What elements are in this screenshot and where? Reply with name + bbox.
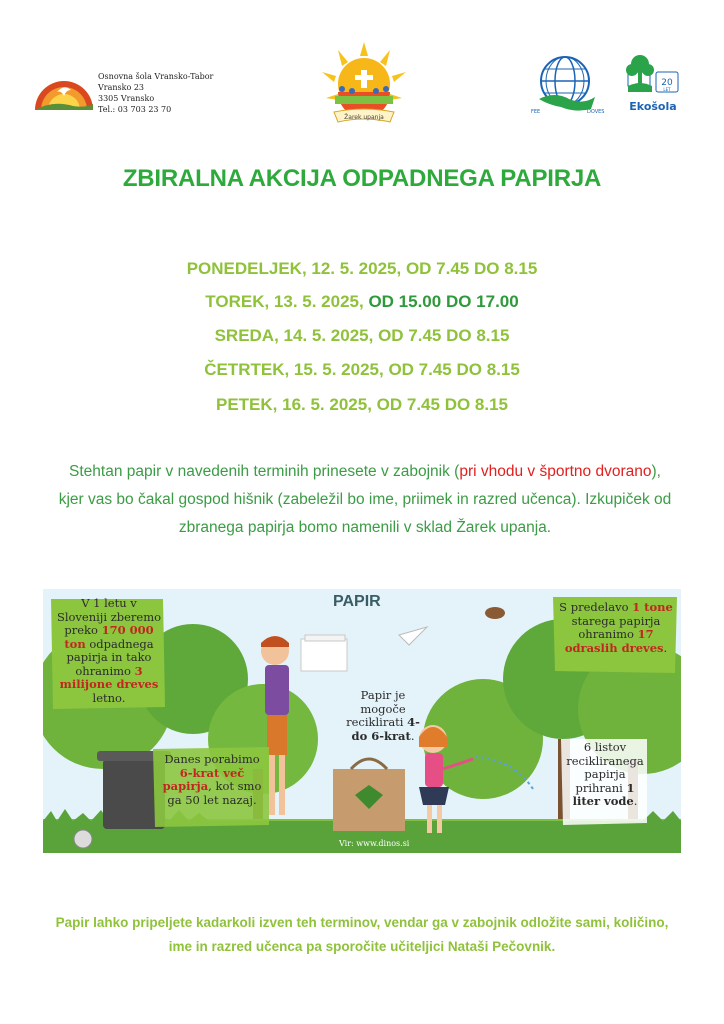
schedule-row-friday bbox=[0, 395, 724, 415]
fact-box-trees bbox=[555, 601, 677, 655]
schedule-time: OD 7.45 DO 8.15 bbox=[378, 326, 510, 345]
fact-highlight: 1 tone bbox=[632, 600, 673, 614]
fact-text: V 1 letu v Sloveniji zberemo preko bbox=[56, 596, 162, 637]
infographic-credit: Vir: www.dinos.si bbox=[339, 839, 410, 848]
school-address bbox=[98, 71, 213, 115]
footer-note: Papir lahko pripeljete kadarkoli izven teh terminov, vendar ga v zabojnik odložite sami, količino, ime in razred učenca pa sporočite učiteljici Nataši Pečovnik. bbox=[55, 915, 669, 954]
eko-logo-years: 20 bbox=[661, 78, 673, 88]
fact-text: Danes porabimo bbox=[164, 752, 260, 766]
schedule-time: OD 7.45 DO 8.15 bbox=[388, 360, 520, 379]
eko-logo-years-sub: LET bbox=[663, 87, 671, 92]
schedule-time: OD 7.45 DO 8.15 bbox=[405, 259, 538, 278]
fact-text: . bbox=[663, 640, 668, 655]
school-name: Osnovna šola Vransko-Tabor bbox=[98, 72, 214, 81]
fact-text: Papir je mogoče reciklirati bbox=[346, 688, 406, 729]
fact-text: . bbox=[410, 728, 415, 743]
fact-highlight: 3 milijone dreves bbox=[59, 663, 159, 691]
fact-box-slovenia bbox=[55, 597, 163, 705]
intro-location: pri vhodu v športno dvorano bbox=[459, 463, 652, 480]
schedule-day: PONEDELJEK, 12. 5. 2025, bbox=[186, 259, 402, 278]
fact-highlight: 4- do 6-krat bbox=[351, 715, 420, 743]
schedule-time: OD 7.45 DO 8.15 bbox=[376, 395, 508, 414]
page-title: ZBIRALNA AKCIJA ODPADNEGA PAPIRJA bbox=[122, 165, 602, 192]
zarek-upanja-logo bbox=[318, 42, 410, 128]
school-postcode: 3305 Vransko bbox=[98, 94, 155, 103]
fact-highlight: 170 000 ton bbox=[64, 623, 154, 651]
intro-paragraph bbox=[55, 458, 675, 542]
fact-text: S predelavo bbox=[559, 600, 629, 614]
fact-box-consumption bbox=[157, 753, 267, 807]
schedule-row-tuesday bbox=[0, 292, 724, 312]
sun-logo-text: Žarek upanja bbox=[344, 114, 384, 121]
fact-highlight: 1 liter vode bbox=[572, 780, 635, 808]
fact-text: starega papirja ohranimo bbox=[571, 613, 661, 641]
schedule-day: SREDA, 14. 5. 2025, bbox=[214, 326, 374, 345]
globe-logo-doves: DOVES bbox=[587, 109, 605, 115]
fact-text: letno. bbox=[92, 690, 126, 705]
doves-fee-logo bbox=[525, 55, 607, 117]
fact-text: . bbox=[633, 794, 638, 808]
paper-infographic bbox=[43, 589, 681, 853]
schedule-row-thursday bbox=[0, 360, 724, 380]
schedule-time-highlight: OD 15.00 DO 17.00 bbox=[368, 292, 519, 311]
school-street: Vransko 23 bbox=[98, 83, 145, 92]
fact-text: , kot smo ga 50 let nazaj. bbox=[167, 779, 262, 807]
schedule-day: PETEK, 16. 5. 2025, bbox=[216, 395, 372, 414]
globe-logo-fee: FEE bbox=[531, 109, 541, 115]
school-phone: Tel.: 03 703 23 70 bbox=[98, 105, 172, 114]
fact-highlight: 17 odraslih dreves bbox=[564, 627, 664, 655]
fact-highlight: 6-krat več papirja bbox=[162, 765, 245, 793]
fact-text: odpadnega papirja in tako ohranimo bbox=[66, 636, 154, 678]
fact-box-water bbox=[563, 741, 647, 809]
eko-logo-label: Ekošola bbox=[629, 100, 677, 113]
schedule-day: TOREK, 13. 5. 2025, bbox=[205, 292, 364, 311]
fact-text: 6 listov recikliranega papirja prihrani bbox=[566, 740, 644, 795]
fact-box-recycle bbox=[343, 689, 423, 743]
schedule-row-wednesday bbox=[0, 326, 724, 346]
intro-text-start: Stehtan papir v navedenih terminih prinesete v zabojnik ( bbox=[69, 463, 460, 480]
school-logo bbox=[33, 70, 95, 112]
schedule-row-monday bbox=[0, 259, 724, 279]
schedule-day: ČETRTEK, 15. 5. 2025, bbox=[204, 360, 384, 379]
ekosola-logo bbox=[624, 52, 682, 118]
intro-text-end: ), kjer vas bo čakal gospod hišnik (zabeležil bo ime, priimek in razred učenca). Izkupiček od zbranega papirja bomo namenili v sklad Žarek upanja. bbox=[58, 463, 672, 536]
infographic-title: PAPIR bbox=[333, 593, 381, 610]
